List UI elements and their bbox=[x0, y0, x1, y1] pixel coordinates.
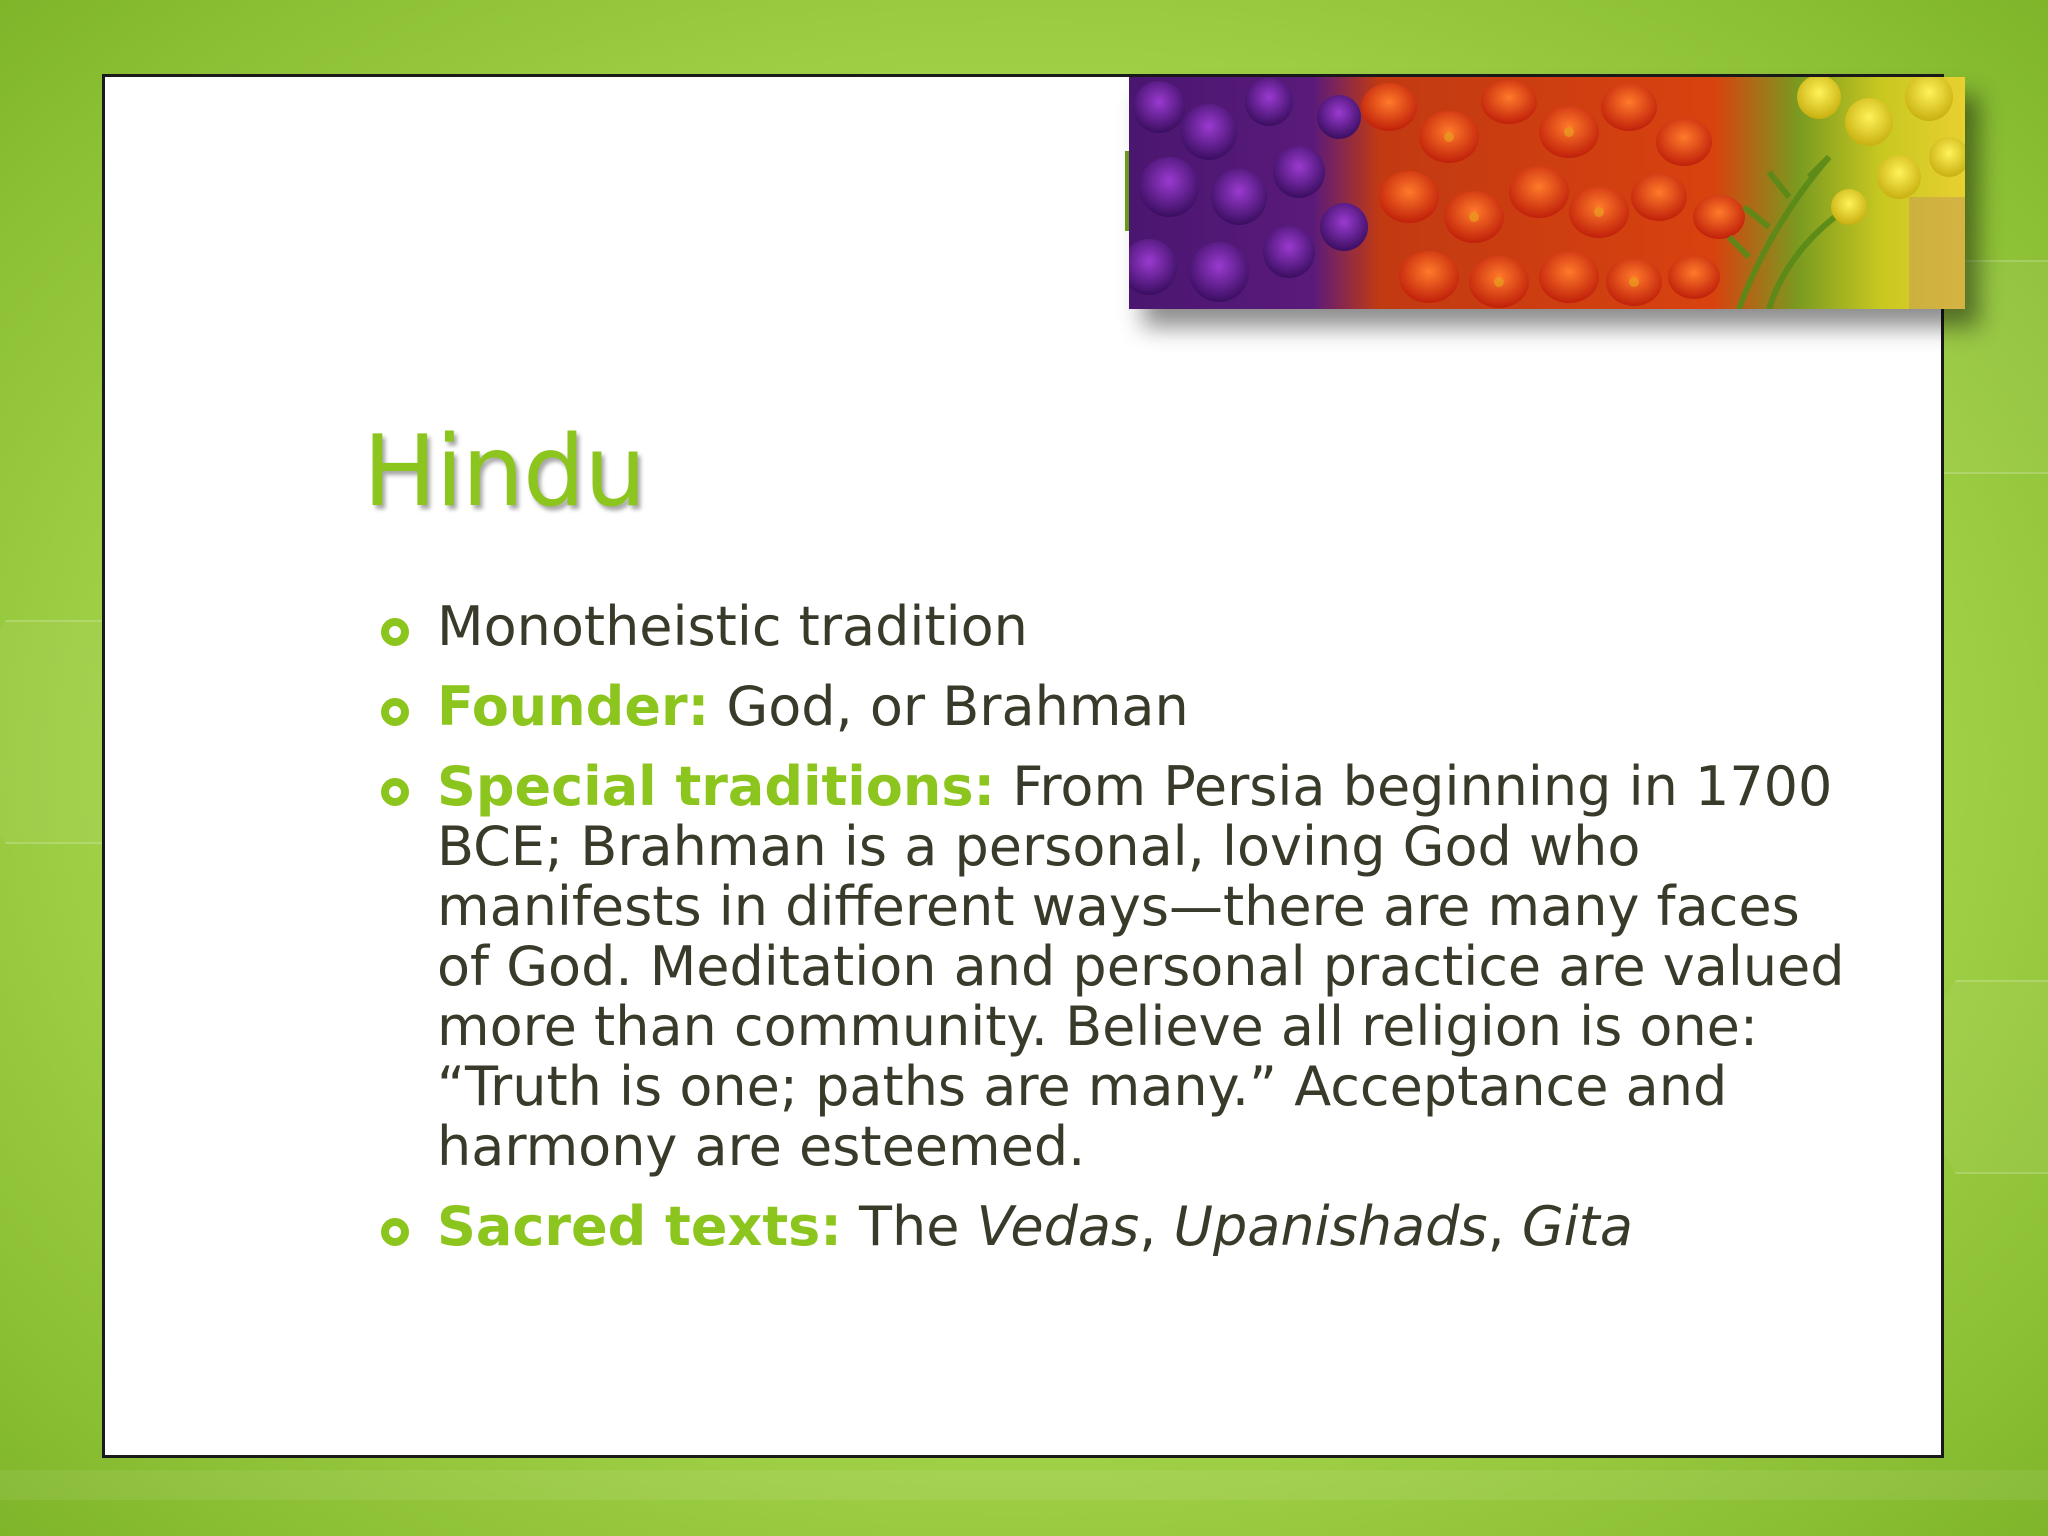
separator: , bbox=[1139, 1195, 1174, 1258]
list-item bbox=[375, 757, 1845, 1177]
bullet-label: Founder: bbox=[437, 675, 710, 738]
bullet-label: Sacred texts: bbox=[437, 1195, 842, 1258]
bullet-circle-icon bbox=[381, 778, 409, 806]
list-item bbox=[375, 1197, 1845, 1257]
bullet-label: Special traditions: bbox=[437, 755, 996, 818]
sacred-text-title: Vedas bbox=[976, 1195, 1140, 1258]
separator: , bbox=[1487, 1195, 1522, 1258]
flower-photo bbox=[1129, 77, 1965, 309]
bullet-circle-icon bbox=[381, 618, 409, 646]
bullet-text: Monotheistic tradition bbox=[437, 595, 1028, 658]
sacred-text-title: Upanishads bbox=[1173, 1195, 1488, 1258]
bullet-list bbox=[375, 597, 1845, 1277]
background-stripe bbox=[0, 1470, 2048, 1500]
list-item bbox=[375, 597, 1845, 657]
bullet-text: From Persia beginning in 1700 BCE; Brahman is a personal, loving God who manifests in different ways—there are many faces of God. Meditation and personal practice are valued more than community. Believe all religion is one: “Truth is one; paths are many.” Acceptance and harmony are esteemed. bbox=[437, 755, 1845, 1178]
slide-title: Hindu bbox=[363, 415, 646, 529]
bullet-circle-icon bbox=[381, 698, 409, 726]
bullet-text: The bbox=[841, 1195, 977, 1258]
slide-canvas bbox=[102, 74, 1944, 1458]
bullet-text: God, or Brahman bbox=[709, 675, 1189, 738]
list-item bbox=[375, 677, 1845, 737]
bullet-circle-icon bbox=[381, 1218, 409, 1246]
sacred-text-title: Gita bbox=[1521, 1195, 1633, 1258]
